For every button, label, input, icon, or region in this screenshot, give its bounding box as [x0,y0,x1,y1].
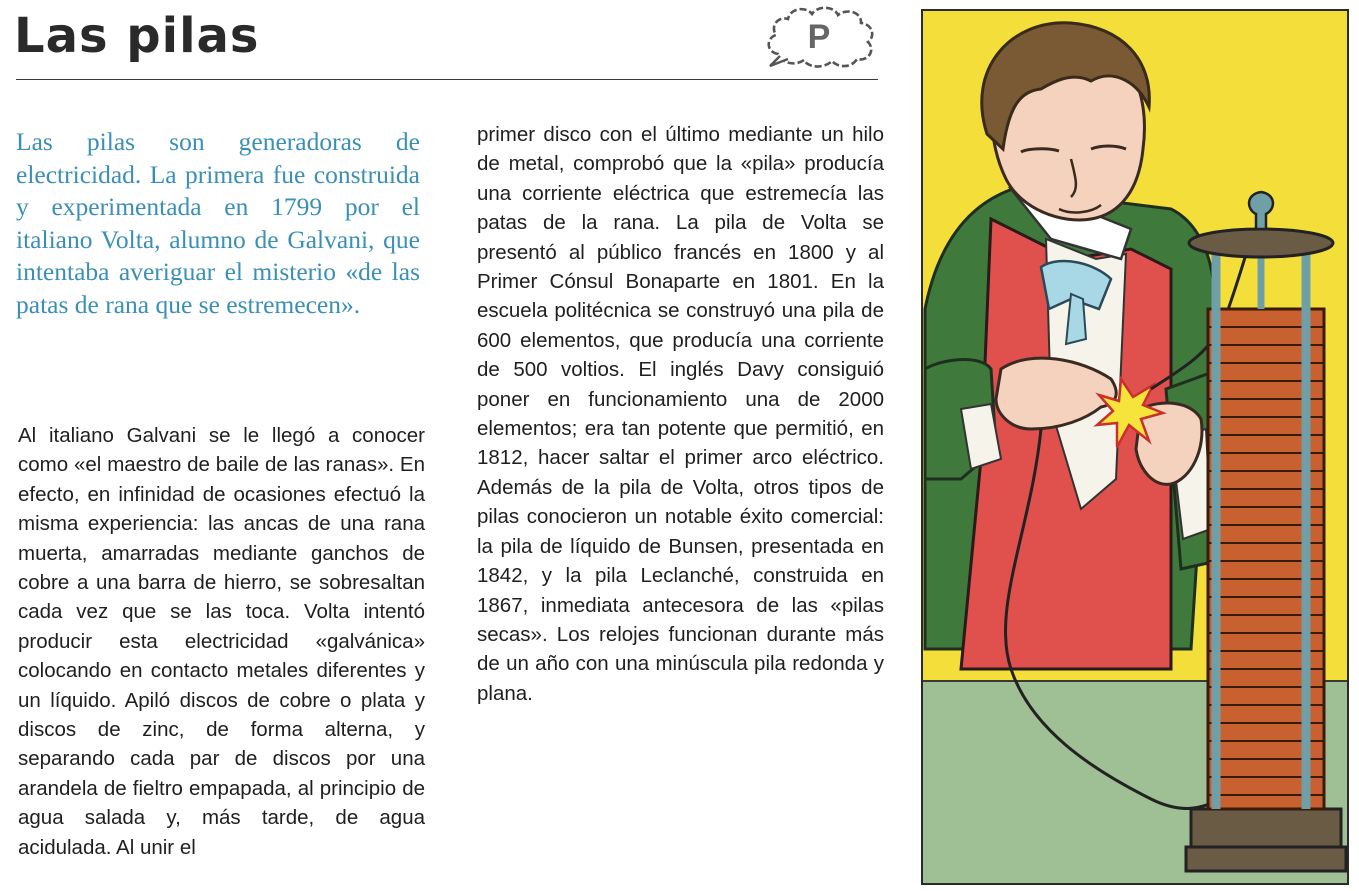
pile-top-cap [1189,229,1333,257]
title-divider [16,79,878,80]
cloud-badge-icon [764,4,878,70]
page-title: Las pilas [14,8,260,64]
body-column-1: Al italiano Galvani se le llegó a conocer como «el maestro de baile de las ranas». En efecto, en infinidad de ocasiones efectuó la misma experiencia: las ancas de una rana muerta, amarradas mediante ganchos de cobre a una barra de hierro, se sobresaltan cada vez que se las toca. Volta intentó producir esta electricidad «galvánica» colocando en contacto metales diferentes y un líquido. Apiló discos de cobre o plata y discos de zinc, de forma alterna, y separando cada par de discos por una arandela de fieltro empapada, al principio de agua salada y, más tarde, de agua acidulada. Al unir el [18,424,425,859]
volta-illustration [921,9,1349,885]
badge-letter: P [807,18,831,56]
intro-paragraph: Las pilas son generadoras de electricidad. La primera fue construida y experimentada en 1799 por el italiano Volta, alumno de Galvani, que intentaba averiguar el misterio «de las patas de rana que se estremecen». [16,127,420,319]
body-column-2: primer disco con el último mediante un hilo de metal, comprobó que la «pila» producía una corriente eléctrica que estremecía las patas de la rana. La pila de Volta se presentó al público francés en 1800 y al Primer Cónsul Bonaparte en 1801. En la escuela politécnica se construyó una pila de 600 elementos, que producía una corriente de 500 voltios. El inglés Davy consiguió poner en funcionamiento una de 2000 elementos; era tan potente que permitió, en 1812, hacer saltar el primer arco eléctrico. Además de la pila de Volta, otros tipos de pilas conocieron un notable éxito comercial: la pila de líquido de Bunsen, presentada en 1842, y la pila Leclanché, construida en 1867, inmediata antecesora de las «pilas secas». Los relojes funcionan durante más de un año con una minúscula pila redonda y plana. [477,123,884,705]
pile-base [1191,809,1341,847]
